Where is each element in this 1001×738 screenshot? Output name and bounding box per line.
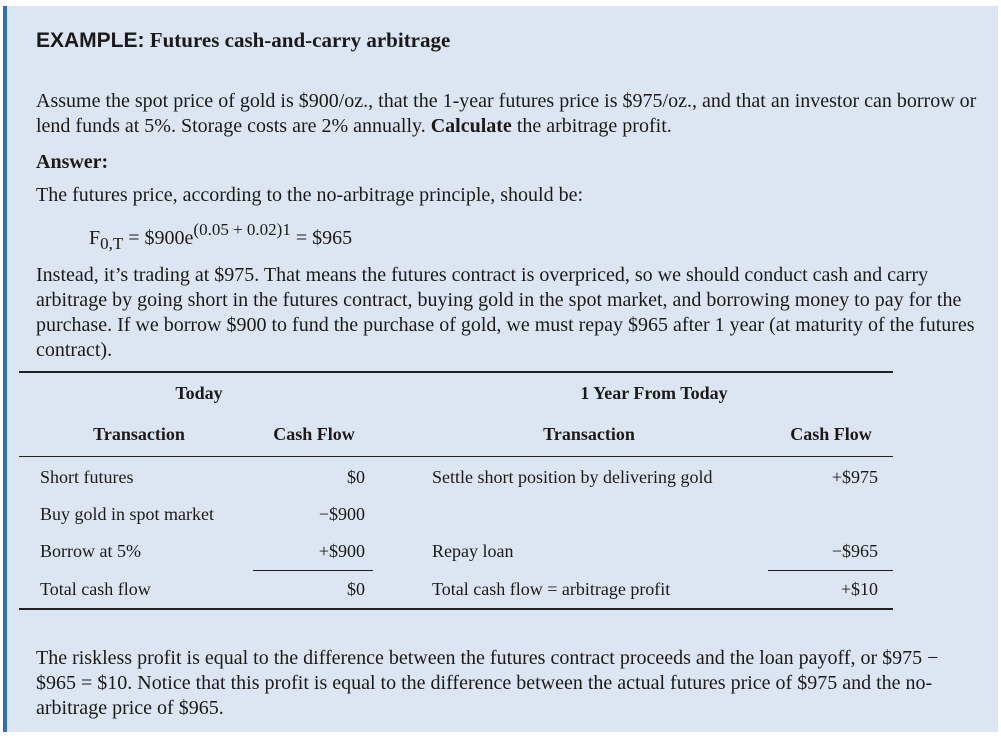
futures-price-formula (89, 220, 352, 254)
total-today-label: Total cash flow (40, 579, 151, 599)
formula-subscript: 0,T (100, 234, 124, 253)
example-title (36, 28, 450, 53)
total-later-cashflow: +$10 (840, 579, 878, 599)
formula-f: F (89, 227, 101, 249)
row3-today-cashflow: +$900 (318, 541, 365, 561)
table-bottom-rule (19, 608, 893, 610)
row3-later-transaction: Repay loan (432, 541, 514, 561)
example-box (3, 6, 998, 732)
row3-today-transaction: Borrow at 5% (40, 541, 141, 561)
problem-text-end: the arbitrage profit. (516, 115, 672, 137)
row2-today-cashflow: −$900 (318, 504, 365, 524)
table-top-rule (19, 371, 893, 373)
formula-result: = $965 (295, 227, 353, 249)
header-one-year: 1 Year From Today (580, 383, 728, 403)
answer-label: Answer: (36, 151, 109, 173)
row1-later-cashflow: +$975 (831, 467, 878, 487)
row3-later-cashflow: −$965 (831, 541, 878, 561)
formula-exponent: (0.05 + 0.02)1 (193, 220, 291, 239)
row1-today-transaction: Short futures (40, 467, 134, 487)
row2-today-transaction: Buy gold in spot market (40, 504, 214, 524)
explanation-text: Instead, it’s trading at $975. That means the futures contract is overpriced, so we should conduct cash and carry arbitrage by going short in the futures contract, buying gold in the spot market, and borrowing money to pay for the purchase. If we borrow $900 to fund the purchase of gold, we must repay $965 after 1 year (at maturity of the futures contract). (36, 264, 975, 361)
problem-text: Assume the spot price of gold is $900/oz., that the 1-year futures price is $975/oz., and that an investor can borrow or lend funds at 5%. Storage costs are 2% annually. (36, 90, 977, 137)
header-cashflow-today: Cash Flow (273, 424, 355, 444)
header-today: Today (175, 383, 223, 403)
row1-today-cashflow: $0 (347, 467, 365, 487)
arbitrage-table (19, 371, 893, 611)
conclusion-text: The riskless profit is equal to the difference between the futures contract proceeds and the loan payoff, or $975 − $965 = $10. Notice that this profit is equal to the difference between the actual futures price of $975 and the no-arbitrage price of $965. (36, 647, 939, 719)
example-heading: Futures cash-and-carry arbitrage (149, 28, 451, 52)
header-transaction-later: Transaction (543, 424, 635, 444)
row1-later-transaction: Settle short position by delivering gold (432, 467, 713, 487)
subtotal-rule-later (768, 570, 893, 571)
problem-keyword: Calculate (430, 115, 512, 137)
header-rule (19, 456, 893, 457)
example-label: EXAMPLE: (36, 29, 145, 52)
formula-base: = $900e (128, 227, 194, 249)
header-transaction-today: Transaction (93, 424, 185, 444)
problem-statement (36, 89, 991, 139)
total-later-label: Total cash flow = arbitrage profit (432, 579, 671, 599)
header-cashflow-later: Cash Flow (790, 424, 872, 444)
intro-text: The futures price, according to the no-arbitrage principle, should be: (36, 184, 584, 206)
total-today-cashflow: $0 (347, 579, 365, 599)
subtotal-rule-today (253, 570, 373, 571)
